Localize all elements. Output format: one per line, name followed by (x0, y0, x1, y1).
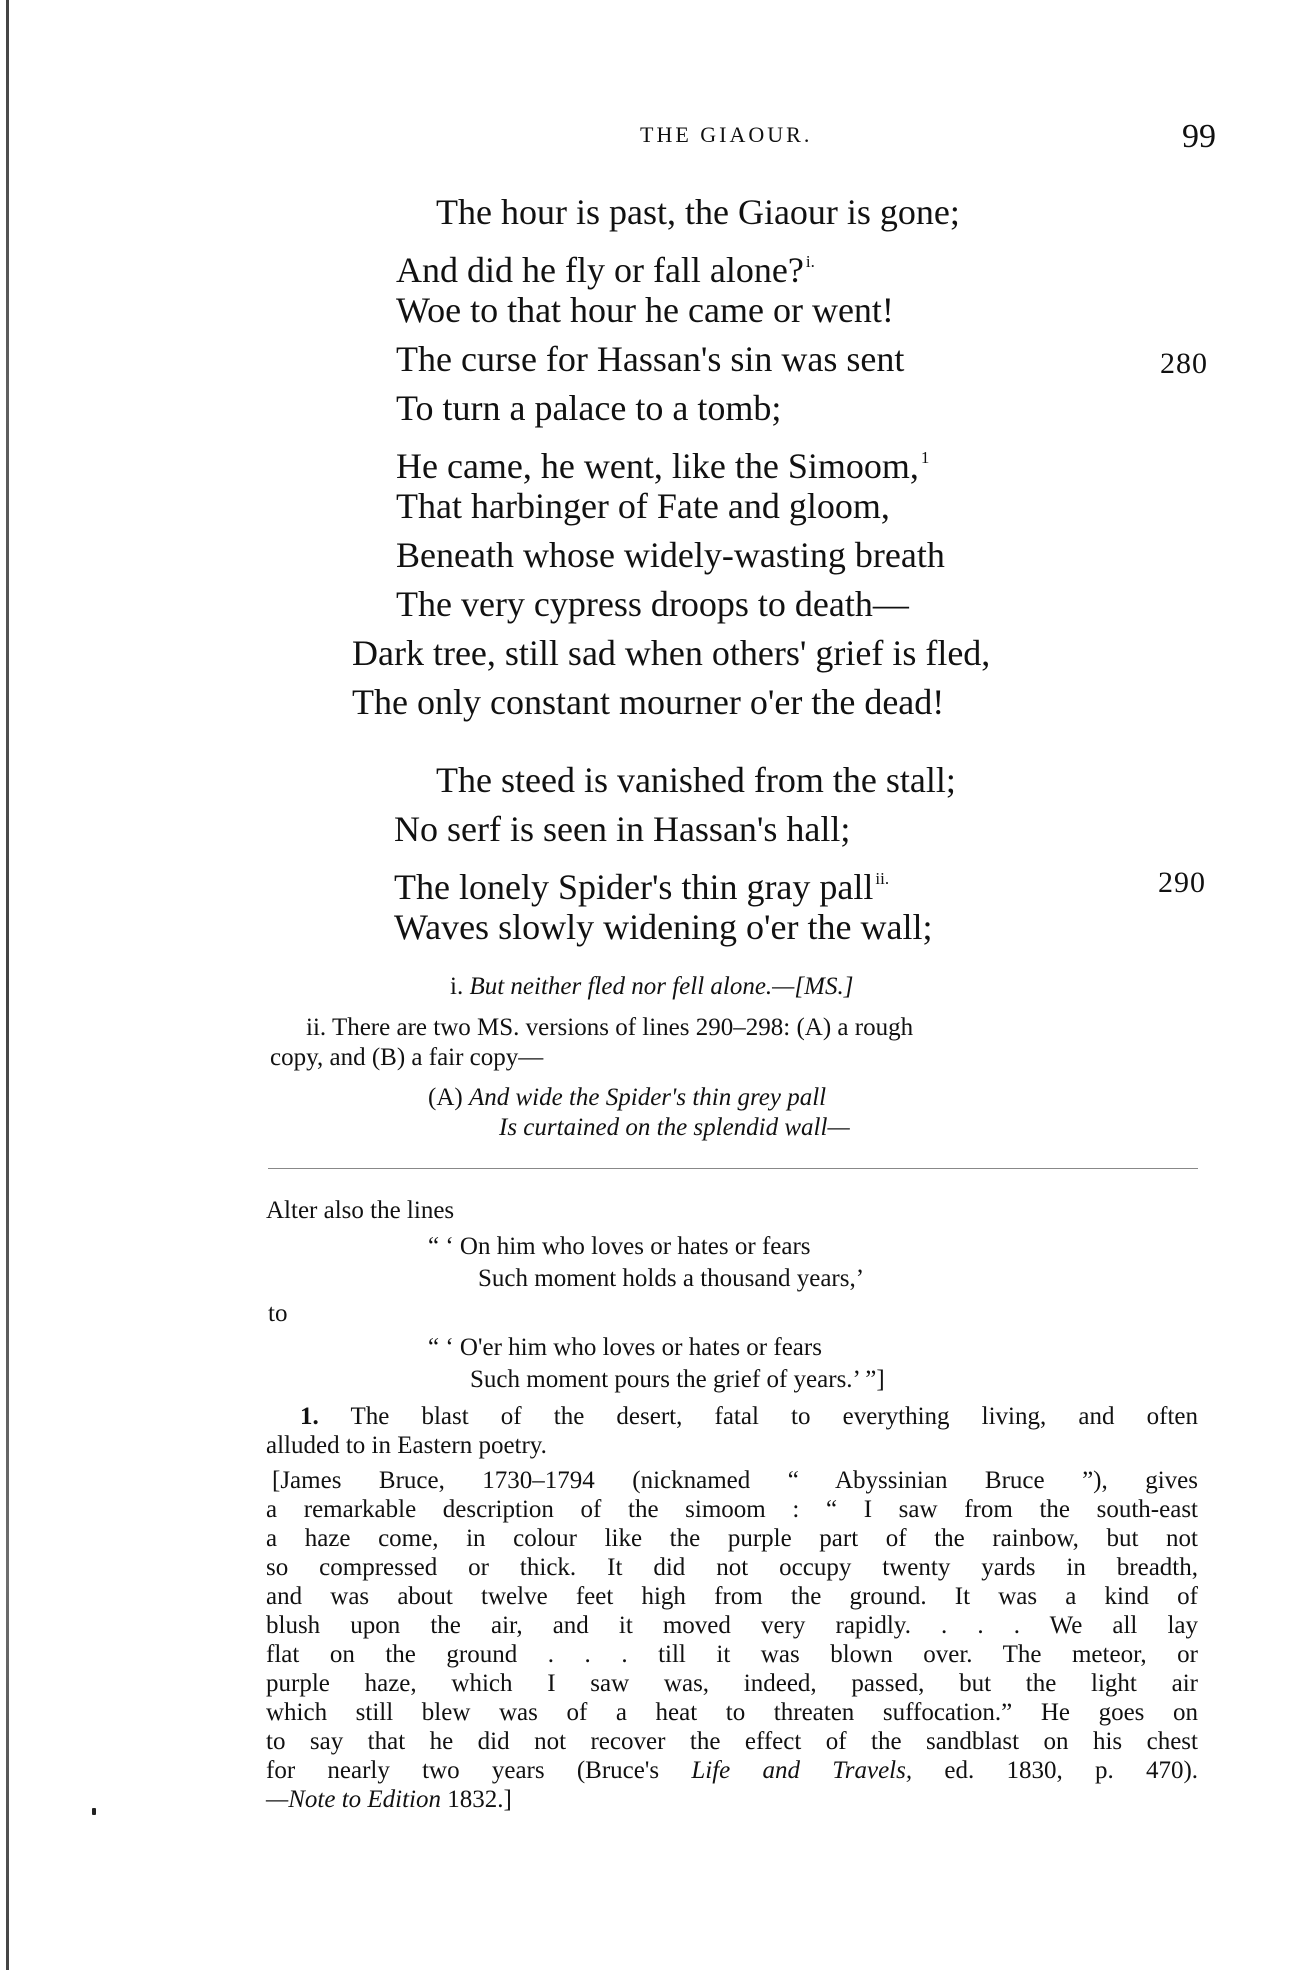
footnote-line: a remarkable description of the simoom : “ I saw from the south-east (266, 1496, 1198, 1523)
footnote-line: alluded to in Eastern poetry. (266, 1432, 547, 1459)
verse-line: The steed is vanished from the stall; (436, 760, 956, 800)
footnote-ref-1: 1 (920, 448, 930, 467)
verse-line: Waves slowly widening o'er the wall; (394, 907, 933, 947)
page-number: 99 (1182, 118, 1216, 155)
footnote-line: flat on the ground . . . till it was blown over. The meteor, or (266, 1641, 1198, 1668)
ink-speck (92, 1808, 96, 1815)
continuation-text: to (268, 1300, 288, 1327)
footnote-bruce (266, 1466, 1198, 1814)
variant-a-line: Is curtained on the splendid wall— (499, 1114, 850, 1141)
variant-ref-ii: ii. (875, 869, 890, 888)
verse-line: To turn a palace to a tomb; (396, 388, 782, 428)
footnote-line: and was about twelve feet high from the ground. It was a kind of (266, 1583, 1198, 1610)
verse-line: The very cypress droops to death— (396, 584, 909, 624)
footnote-line: so compressed or thick. It did not occupy twenty yards in breadth, (266, 1554, 1198, 1581)
verse-line: The lonely Spider's thin gray pall $^{ii.}$ (394, 867, 890, 907)
footnote-1 (266, 1402, 1198, 1460)
footnote-line: purple haze, which I saw was, indeed, passed, but the light air (266, 1670, 1198, 1697)
variant-note-ii-cont: copy, and (B) a fair copy— (270, 1044, 544, 1071)
footnote-line: blush upon the air, and it moved very rapidly. . . . We all lay (266, 1612, 1198, 1639)
verse-line: And did he fly or fall alone? $^{i.}$ (396, 250, 815, 290)
footnote-line: —Note to Edition 1832.] (266, 1786, 512, 1813)
continuation-text: Alter also the lines (266, 1197, 455, 1224)
quote-line: “ ‘ O'er him who loves or hates or fears (428, 1334, 822, 1361)
quote-line: “ ‘ On him who loves or hates or fears (428, 1233, 811, 1260)
verse-line: Beneath whose widely-wasting breath (396, 535, 945, 575)
variant-ref-i: i. (805, 252, 815, 271)
verse-line: No serf is seen in Hassan's hall; (394, 809, 851, 849)
verse-line: Dark tree, still sad when others' grief is fled, (352, 633, 991, 673)
verse-line: The curse for Hassan's sin was sent (396, 339, 905, 379)
footnote-line: to say that he did not recover the effect of the sandblast on his chest (266, 1728, 1198, 1755)
variant-note-i: i. But neither fled nor fell alone.—[MS.] (450, 973, 854, 1000)
variant-a-line: (A) And wide the Spider's thin grey pall (428, 1084, 827, 1111)
footnote-line: which still blew was of a heat to threaten suffocation.” He goes on (266, 1699, 1198, 1726)
footnote-line: for nearly two years (Bruce's Life and Travels, ed. 1830, p. 470). (266, 1757, 1199, 1784)
verse-line: That harbinger of Fate and gloom, (396, 486, 890, 526)
footnote-line: 1. The blast of the desert, fatal to everything living, and often (300, 1403, 1198, 1430)
quote-line: Such moment holds a thousand years,’ (478, 1265, 865, 1292)
verse-line: Woe to that hour he came or went! (396, 290, 894, 330)
footnote-line: a haze come, in colour like the purple part of the rainbow, but not (266, 1525, 1198, 1552)
page-binding-edge (6, 0, 9, 1970)
quote-line: Such moment pours the grief of years.’ ”] (470, 1366, 885, 1393)
footnote-rule (268, 1168, 1198, 1169)
verse-line: The only constant mourner o'er the dead! (352, 682, 945, 722)
verse-line: The hour is past, the Giaour is gone; (436, 192, 960, 232)
line-number-290: 290 (1158, 866, 1206, 899)
verse-line: He came, he went, like the Simoom, $^1$ (396, 446, 930, 486)
footnote-label: 1. (300, 1403, 319, 1430)
running-head: THE GIAOUR. (640, 122, 813, 147)
footnote-line: [James Bruce, 1730–1794 (nicknamed “ Abyssinian Bruce ”), gives (272, 1467, 1198, 1494)
line-number-280: 280 (1160, 347, 1208, 380)
variant-note-ii: ii. There are two MS. versions of lines 290–298: (A) a rough (306, 1014, 914, 1041)
